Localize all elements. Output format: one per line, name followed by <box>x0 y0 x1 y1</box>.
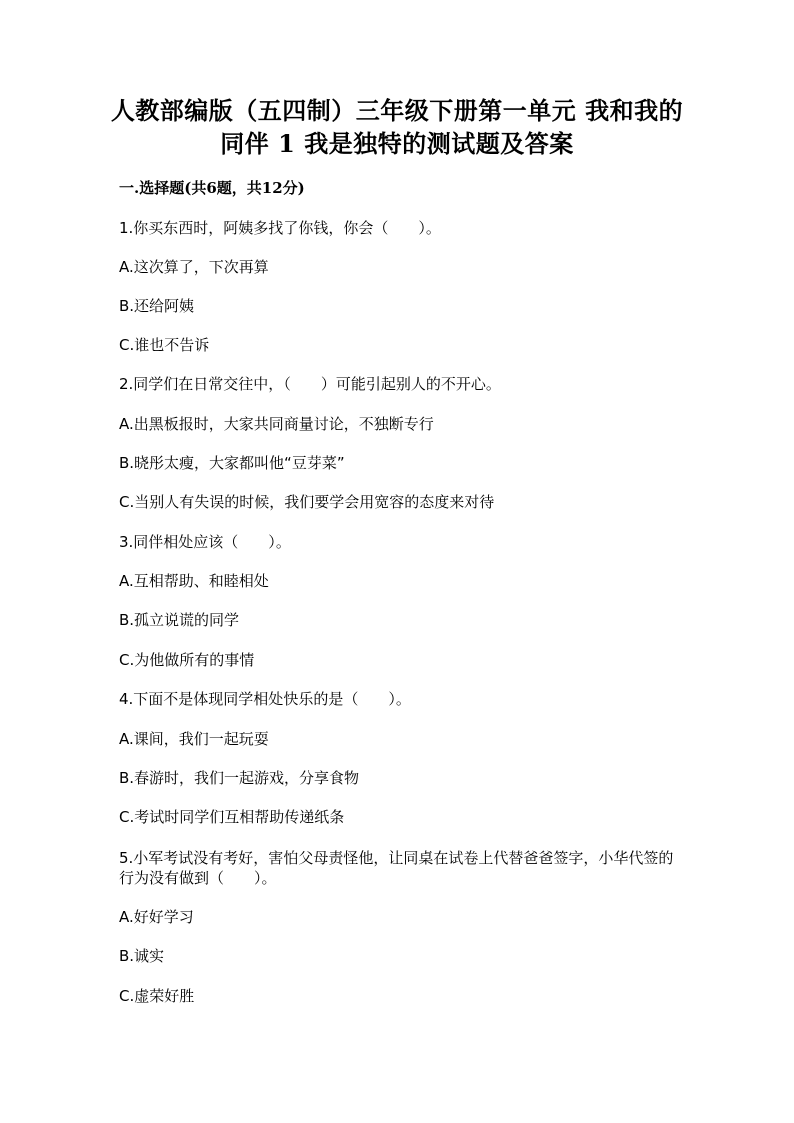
question-4-option-b: B.春游时，我们一起游戏，分享食物 <box>119 769 360 787</box>
question-1-option-a: A.这次算了，下次再算 <box>119 258 269 276</box>
question-3-option-c: C.为他做所有的事情 <box>119 651 255 669</box>
question-3-option-a: A.互相帮助、和睦相处 <box>119 572 269 590</box>
question-2-stem: 2.同学们在日常交往中，（ ）可能引起别人的不开心。 <box>119 375 501 393</box>
question-1-option-c: C.谁也不告诉 <box>119 336 210 354</box>
question-4-option-c: C.考试时同学们互相帮助传递纸条 <box>119 808 345 826</box>
question-2-option-a: A.出黑板报时，大家共同商量讨论，不独断专行 <box>119 415 434 433</box>
question-3-option-b: B.孤立说谎的同学 <box>119 611 240 629</box>
question-3-stem: 3.同伴相处应该（ ）。 <box>119 533 291 551</box>
section-heading: 一.选择题(共6题，共12分) <box>119 179 305 197</box>
document-title: 人教部编版（五四制）三年级下册第一单元 我和我的同伴 1 我是独特的测试题及答案 <box>110 96 684 158</box>
question-5-stem: 5.小军考试没有考好，害怕父母责怪他，让同桌在试卷上代替爸爸签字，小华代签的行为没有做到（ ）。 <box>119 849 674 887</box>
question-2-option-c: C.当别人有失误的时候，我们要学会用宽容的态度来对待 <box>119 493 495 511</box>
question-4-option-a: A.课间，我们一起玩耍 <box>119 730 269 748</box>
question-1-stem: 1.你买东西时，阿姨多找了你钱，你会（ ）。 <box>119 219 441 237</box>
question-5-option-c: C.虚荣好胜 <box>119 987 195 1005</box>
question-5-option-b: B.诚实 <box>119 947 165 965</box>
question-1-option-b: B.还给阿姨 <box>119 297 195 315</box>
question-4-stem: 4.下面不是体现同学相处快乐的是（ ）。 <box>119 690 411 708</box>
question-5-option-a: A.好好学习 <box>119 908 194 926</box>
question-2-option-b: B.晓彤太瘦，大家都叫他“豆芽菜” <box>119 454 345 472</box>
